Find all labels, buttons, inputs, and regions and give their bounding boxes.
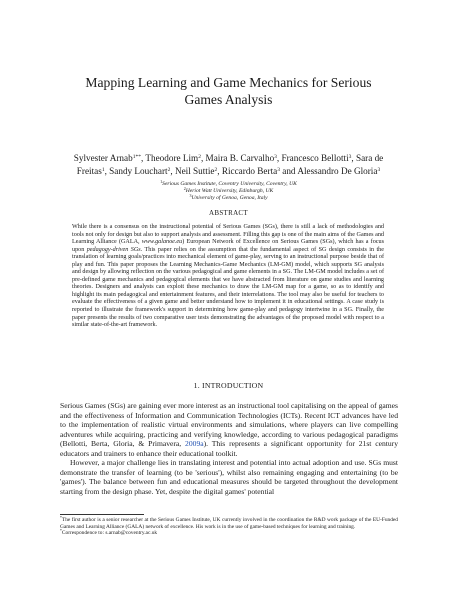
paragraph: However, a major challenge lies in translating interest and potential into actual adoption and use. SGs must demonstrate the transfer of learning (to be 'serious'), whilst also remaining engaging and entertaining (to be 'games'). The balance between fun and educational measures should be targeted throughout the development starting from the design phase. Yet, despite the digital games' potential [60, 458, 398, 496]
section-heading-introduction: 1. INTRODUCTION [193, 381, 264, 390]
author: Alessandro De Gloria$^3$ [297, 165, 381, 176]
author: Theodore Lim$^2$ [145, 153, 201, 163]
affiliation-list [90, 181, 367, 202]
author-list: Sylvester Arnab$^{1**}$, Theodore Lim$^2$, Maira B. Carvalho$^3$, Francesco Bellotti$^3$, Sara de Freitas$^1$, Sandy Louchart$^2$, Neil Suttie$^2$, Riccardo Berta$^3$ and Alessandro De Gloria$^3$ [73, 153, 384, 176]
author: Sandy Louchart$^2$ [109, 165, 171, 176]
author: Sara de Freitas$^1$ [76, 153, 384, 176]
author: Neil Suttie$^2$ [174, 165, 218, 176]
citation-link[interactable]: 2009a [185, 439, 204, 449]
abstract-heading: ABSTRACT [209, 209, 248, 217]
footnote: *Correspondence to: s.arnab@coventry.ac.uk [60, 529, 158, 537]
author: Francesco Bellotti$^3$ [281, 153, 352, 163]
author: Sylvester Arnab$^{1**}$ [73, 153, 141, 163]
paper-title: Mapping Learning and Game Mechanics for Serious Games Analysis [85, 75, 372, 107]
footnote: *The first author is a senior researcher at the Serious Games Institute, UK currently involved in the coordination the R&D work package of the EU-Funded Games and Learning Alliance (GALA) network of excellence. His work is in the use of game-based techniques for learning and training. [60, 516, 398, 530]
author: Maira B. Carvalho$^3$ [205, 153, 277, 163]
gala-link[interactable]: www.galanoe.eu [141, 239, 183, 246]
introduction-text [60, 401, 398, 496]
affiliation: $^3$University of Genoa, Genoa, Italy [189, 192, 268, 201]
affiliation: $^2$Heriot Watt University, Edinburgh, UK [183, 185, 274, 194]
author: Riccardo Berta$^3$ [221, 165, 280, 176]
affiliation: $^1$Serious Games Institute, Coventry University, Coventry, UK [160, 179, 297, 187]
footnotes [60, 517, 398, 537]
abstract-text: While there is a consensus on the instructional potential of Serious Games (SGs), there is still a lack of methodologies and tools not only for design but also to support analysis and assessment. Filling this gap is one of the main aims of the Games and Learning Alliance (GALA, www.galanoe.eu) European Network of Excellence on Serious Games (SGs), which has a focus upon pedagogy-driven SGs. This paper relies on the assumption that the fundamental aspect of SG design consists in the translation of learning goals/practices into mechanical element of game-play, serving to an instructional purpose beside that of play and fun. This paper proposes the Learning Mechanics-Game Mechanics (LM-GM) model, which supports SG analysis and design by allowing reflection on the various pedagogical and game elements in a SG. The LM-GM model includes a set of pre-defined game mechanics and pedagogical elements that we have abstracted from literature on game studies and learning theories. Designers and analysts can exploit these mechanics to draw the LM-GM map for a game, so as to identify and highlight its main pedagogical and entertainment features, and their interrelations. The tool may also be useful for teachers to evaluate the effectiveness of a given game and better understand how to implement it in educational settings. A case study is reported to illustrate the framework's support in determining how game-play and pedagogy intertwine in a SG. Finally, the paper presents the results of two comparative user tests demonstrating the advantages of the proposed model with respect to a similar state-of-the-art framework. [72, 224, 384, 329]
footnote-divider [60, 514, 144, 515]
paragraph: Serious Games (SGs) are gaining ever more interest as an instructional tool capitalising on the appeal of games and the effectiveness of Information and Communication Technologies (ICTs). Recent ICT advances have led to the implementation of realistic virtual environments and simulations, where players can live compelling adventures while acquiring, practicing and verifying knowledge, according to various pedagogical paradigms (Bellotti, Berta, Gloria, & Primavera, 2009a). This represents a significant opportunity for 21st century educators and trainers to enhance their educational toolkit. [60, 401, 399, 458]
